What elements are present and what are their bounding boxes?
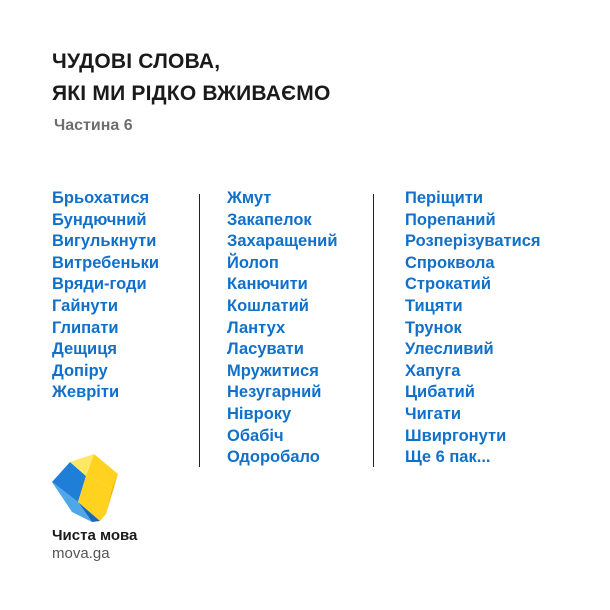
word-item: Тицяти	[405, 296, 463, 315]
word-item[interactable]: Ще 6 пак...	[405, 448, 491, 467]
word-item: Спроквола	[405, 253, 495, 272]
word-item: Строкатий	[405, 275, 491, 294]
word-item: Йолоп	[227, 253, 279, 272]
word-item: Розперізуватися	[405, 232, 541, 251]
title-line-1: ЧУДОВІ СЛОВА,	[52, 50, 221, 73]
word-item: Лантух	[227, 318, 286, 337]
word-item: Жевріти	[52, 383, 120, 402]
word-item: Ласувати	[227, 340, 304, 359]
word-column-1	[52, 188, 159, 404]
word-item: Хапуга	[405, 361, 461, 380]
word-item: Незугарний	[227, 383, 322, 402]
word-item: Одоробало	[227, 448, 320, 467]
word-item: Періщити	[405, 189, 483, 207]
brand-name: Чиста мова	[52, 527, 138, 544]
word-item: Жмут	[227, 189, 272, 207]
page-title	[52, 46, 330, 110]
word-item: Допіру	[52, 361, 108, 380]
word-item: Гайнути	[52, 296, 119, 315]
word-column-2	[227, 188, 337, 469]
heart-logo-icon	[48, 448, 126, 524]
column-divider	[373, 194, 374, 467]
word-item: Вряди-годи	[52, 275, 147, 294]
word-item: Чигати	[405, 404, 462, 423]
title-line-2: ЯКІ МИ РІДКО ВЖИВАЄМО	[52, 82, 331, 105]
word-item: Порепаний	[405, 210, 496, 229]
column-divider	[199, 194, 200, 467]
word-column-3	[405, 188, 541, 469]
word-item: Мружитися	[227, 361, 319, 380]
brand-url[interactable]: mova.ga	[52, 545, 110, 562]
word-item: Швиргонути	[405, 426, 507, 445]
part-subtitle: Частина 6	[54, 117, 133, 134]
word-item: Цибатий	[405, 383, 475, 402]
word-item: Улесливий	[405, 340, 494, 359]
word-item: Глипати	[52, 318, 119, 337]
word-item: Обабіч	[227, 426, 284, 445]
word-item: Кошлатий	[227, 296, 309, 315]
word-item: Захаращений	[227, 232, 338, 251]
word-item: Брьохатися	[52, 189, 150, 207]
word-item: Канючити	[227, 275, 308, 294]
word-item: Витребеньки	[52, 253, 160, 272]
word-item: Бундючний	[52, 210, 147, 229]
word-item: Трунок	[405, 318, 462, 337]
word-item: Нівроку	[227, 404, 292, 423]
word-item: Закапелок	[227, 210, 312, 229]
word-item: Вигулькнути	[52, 232, 157, 251]
word-item: Дещиця	[52, 340, 117, 359]
